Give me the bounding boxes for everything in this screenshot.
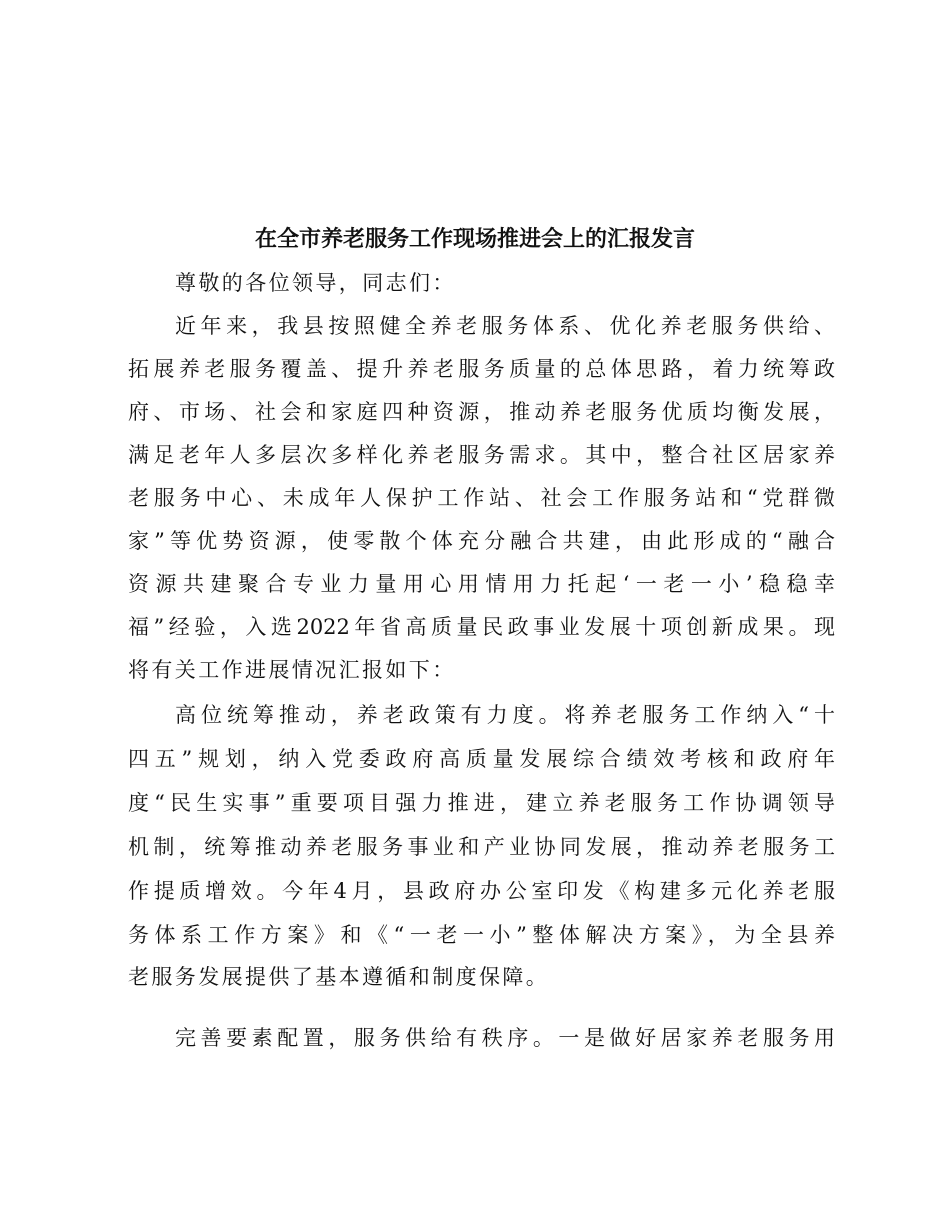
text-line: 作提质增效。今年4月，县政府办公室印发《构建多元化养老服 (128, 879, 835, 903)
text-line: 四五”规划，纳入党委政府高质量发展综合绩效考核和政府年 (128, 747, 835, 771)
text-line: 完善要素配置，服务供给有秩序。一是做好居家养老服务用 (175, 1026, 835, 1050)
text-line: 府、市场、社会和家庭四种资源，推动养老服务优质均衡发展， (128, 400, 835, 424)
text-line: 拓展养老服务覆盖、提升养老服务质量的总体思路，着力统筹政 (128, 357, 835, 381)
text-line: 机制，统筹推动养老服务事业和产业协同发展，推动养老服务工 (128, 835, 835, 859)
text-line: 将有关工作进展情况汇报如下： (128, 658, 456, 682)
text-line: 老服务发展提供了基本遵循和制度保障。 (128, 965, 550, 989)
salutation: 尊敬的各位领导，同志们： (175, 271, 456, 295)
text-line: 度“民生实事”重要项目强力推进，建立养老服务工作协调领导 (128, 791, 835, 815)
text-line: 老服务中心、未成年人保护工作站、社会工作服务站和“党群微 (128, 486, 835, 510)
text-line: 满足老年人多层次多样化养老服务需求。其中，整合社区居家养 (128, 443, 835, 467)
text-line: 近年来，我县按照健全养老服务体系、优化养老服务供给、 (175, 314, 835, 338)
text-line: 资源共建聚合专业力量用心用情用力托起‘一老一小’稳稳幸 (128, 572, 835, 596)
text-line: 高位统筹推动，养老政策有力度。将养老服务工作纳入“十 (175, 703, 835, 727)
text-line: 家”等优势资源，使零散个体充分融合共建，由此形成的“融合 (128, 529, 835, 553)
text-line: 福”经验，入选2022年省高质量民政事业发展十项创新成果。现 (128, 615, 835, 639)
document-title: 在全市养老服务工作现场推进会上的汇报发言 (254, 226, 695, 252)
text-line: 务体系工作方案》和《“一老一小”整体解决方案》，为全县养 (128, 923, 835, 947)
